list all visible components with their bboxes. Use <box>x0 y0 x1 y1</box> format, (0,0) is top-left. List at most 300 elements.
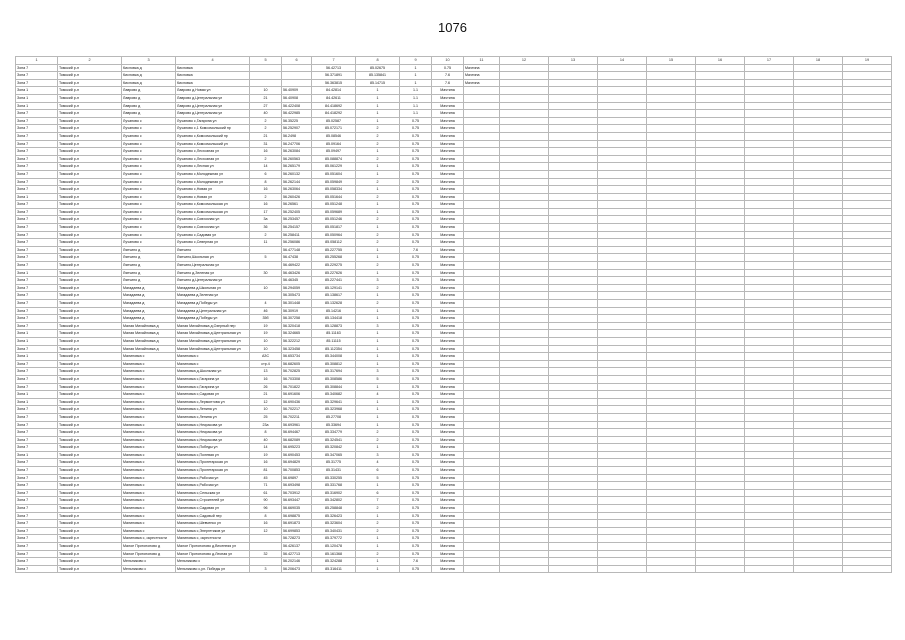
table-cell <box>647 406 696 414</box>
table-cell <box>549 186 598 194</box>
table-cell: 85.320842 <box>312 444 356 452</box>
table-cell: 85.051817 <box>312 224 356 232</box>
table-cell <box>598 322 647 330</box>
table-cell: 16 <box>250 201 282 209</box>
table-cell: 21 <box>250 94 282 102</box>
table-cell <box>464 543 500 551</box>
table-cell: 56.691606 <box>282 391 312 399</box>
table-cell: Лучаново с,Новая ул <box>176 186 250 194</box>
table-cell <box>464 155 500 163</box>
table-cell: Томский р-н <box>58 102 122 110</box>
table-cell <box>745 375 794 383</box>
table-cell: Зона 1 <box>16 451 58 459</box>
table-cell: 1 <box>356 224 400 232</box>
table-cell: Мачтина <box>432 186 464 194</box>
table-cell: 2 <box>356 132 400 140</box>
table-cell <box>745 360 794 368</box>
table-cell: 5 <box>250 254 282 262</box>
table-cell <box>696 87 745 95</box>
table-cell: 14 <box>250 444 282 452</box>
table-cell <box>696 489 745 497</box>
table-cell: 56.307258 <box>282 315 312 323</box>
table-cell: 1 <box>356 413 400 421</box>
table-cell: Малиновка с <box>122 436 176 444</box>
table-cell: 85.258848 <box>312 505 356 513</box>
table-cell <box>745 132 794 140</box>
table-cell <box>794 558 843 566</box>
table-cell: Зона 7 <box>16 201 58 209</box>
table-cell <box>696 315 745 323</box>
table-cell: 61 <box>250 489 282 497</box>
table-cell <box>794 163 843 171</box>
table-cell <box>549 535 598 543</box>
table-cell: Мачтина <box>432 520 464 528</box>
table-cell: Малая Михайловка д,Центральная ул <box>176 345 250 353</box>
table-cell: 1 <box>356 360 400 368</box>
table-cell: 1.1 <box>400 87 432 95</box>
table-cell <box>549 239 598 247</box>
table-cell <box>794 315 843 323</box>
table-cell <box>598 345 647 353</box>
table-cell <box>647 117 696 125</box>
table-row <box>16 110 892 118</box>
table-cell <box>500 178 549 186</box>
table-cell: 85.227626 <box>312 269 356 277</box>
table-cell: 1 <box>356 345 400 353</box>
table-cell <box>794 512 843 520</box>
table-cell <box>500 117 549 125</box>
table-row <box>16 292 892 300</box>
table-cell: Зона 7 <box>16 246 58 254</box>
table-cell <box>549 72 598 80</box>
table-cell: 85.129141 <box>312 284 356 292</box>
table-cell: Малиновка с <box>122 413 176 421</box>
table-cell <box>598 208 647 216</box>
table-cell: Мачтина <box>432 345 464 353</box>
table-cell: 85.051604 <box>312 170 356 178</box>
table-cell: Малая Михайловка д,Центральная ул <box>176 330 250 338</box>
table-cell <box>696 413 745 421</box>
table-cell: Зона 7 <box>16 459 58 467</box>
table-cell: Ляпчино д <box>122 277 176 285</box>
table-cell <box>843 79 892 87</box>
table-cell: 2 <box>356 178 400 186</box>
table-cell: 56.693961 <box>282 421 312 429</box>
table-cell: Томский р-н <box>58 330 122 338</box>
table-cell <box>647 436 696 444</box>
table-cell: 85.14216 <box>312 307 356 315</box>
table-cell: 56.30919 <box>282 307 312 315</box>
table-cell <box>843 353 892 361</box>
table-cell <box>794 474 843 482</box>
table-cell <box>500 436 549 444</box>
table-cell: 2 <box>250 117 282 125</box>
table-cell <box>745 300 794 308</box>
table-cell: 85.379772 <box>312 535 356 543</box>
table-cell <box>647 421 696 429</box>
table-cell <box>794 337 843 345</box>
table-cell: Мачтина <box>432 246 464 254</box>
table-cell <box>464 186 500 194</box>
table-cell: 56.263084 <box>282 148 312 156</box>
table-cell <box>843 550 892 558</box>
table-cell <box>549 94 598 102</box>
table-row <box>16 231 892 239</box>
table-cell: 10 <box>250 87 282 95</box>
table-cell: 0.75 <box>400 353 432 361</box>
table-cell <box>843 201 892 209</box>
table-cell <box>549 550 598 558</box>
table-cell: 85.02587 <box>312 117 356 125</box>
table-cell <box>745 444 794 452</box>
table-cell <box>549 224 598 232</box>
table-cell: 85.058334 <box>312 186 356 194</box>
table-cell <box>647 550 696 558</box>
table-cell: Зона 7 <box>16 110 58 118</box>
table-cell <box>647 277 696 285</box>
table-cell <box>598 117 647 125</box>
table-cell <box>696 406 745 414</box>
table-cell <box>794 224 843 232</box>
table-cell: Мачтина <box>432 482 464 490</box>
table-cell: АЗС <box>250 353 282 361</box>
table-cell <box>598 254 647 262</box>
table-cell <box>549 163 598 171</box>
table-cell: Ляпчино,Центральная ул <box>176 262 250 270</box>
table-cell <box>843 467 892 475</box>
table-cell: Зона 7 <box>16 436 58 444</box>
table-cell: 2 <box>356 284 400 292</box>
table-cell <box>464 550 500 558</box>
table-cell <box>696 178 745 186</box>
table-row <box>16 148 892 156</box>
table-cell: Малая Михайловка д,Центральная ул <box>176 337 250 345</box>
table-cell <box>843 307 892 315</box>
table-cell: Лучаново с <box>122 148 176 156</box>
table-cell <box>549 345 598 353</box>
table-cell <box>500 148 549 156</box>
table-cell: 85.342802 <box>312 497 356 505</box>
table-cell: Лаврово д,Центральная ул <box>176 94 250 102</box>
table-cell <box>745 322 794 330</box>
table-cell <box>794 345 843 353</box>
table-cell <box>696 246 745 254</box>
table-cell <box>794 231 843 239</box>
table-row <box>16 436 892 444</box>
table-cell <box>464 269 500 277</box>
table-row <box>16 201 892 209</box>
table-cell: 85.344008 <box>312 353 356 361</box>
table-cell: Зона 7 <box>16 307 58 315</box>
table-cell: 36 <box>250 224 282 232</box>
table-cell: Малиновка с <box>122 497 176 505</box>
table-cell <box>794 269 843 277</box>
table-cell <box>794 421 843 429</box>
table-cell: Томский р-н <box>58 292 122 300</box>
table-cell: 2 <box>356 436 400 444</box>
table-row <box>16 246 892 254</box>
table-cell: 0.75 <box>400 398 432 406</box>
table-cell <box>549 110 598 118</box>
table-cell <box>549 520 598 528</box>
table-cell <box>794 451 843 459</box>
table-cell: Мачтина <box>432 94 464 102</box>
table-cell: Лучаново с <box>122 140 176 148</box>
table-cell <box>464 300 500 308</box>
table-row <box>16 224 892 232</box>
table-row <box>16 269 892 277</box>
table-cell <box>549 429 598 437</box>
table-cell <box>843 64 892 72</box>
table-cell <box>549 292 598 300</box>
table-cell: 1 <box>356 337 400 345</box>
table-cell <box>598 125 647 133</box>
table-cell <box>464 148 500 156</box>
table-cell <box>464 383 500 391</box>
table-cell: 85.112354 <box>312 345 356 353</box>
table-cell <box>745 110 794 118</box>
table-cell: Зона 7 <box>16 474 58 482</box>
table-cell <box>464 284 500 292</box>
table-cell <box>843 421 892 429</box>
table-row <box>16 163 892 171</box>
table-cell <box>696 535 745 543</box>
table-cell <box>500 474 549 482</box>
table-cell: Мачтина <box>432 436 464 444</box>
table-cell: 0.75 <box>400 231 432 239</box>
table-cell: Зона 7 <box>16 140 58 148</box>
table-row <box>16 322 892 330</box>
table-cell <box>843 565 892 573</box>
page-number: 1076 <box>438 20 467 35</box>
table-cell: Зона 7 <box>16 300 58 308</box>
table-cell: 8 <box>250 178 282 186</box>
table-cell <box>696 216 745 224</box>
table-cell: 2 <box>250 193 282 201</box>
table-cell: 0.75 <box>400 459 432 467</box>
table-cell: Магадаева д,Зеленая ул <box>176 292 250 300</box>
table-cell: Томский р-н <box>58 148 122 156</box>
table-cell: Малая Михайловка д <box>122 337 176 345</box>
table-row <box>16 94 892 102</box>
table-cell: Мачтина <box>432 201 464 209</box>
table-cell: 0.75 <box>400 444 432 452</box>
table-cell <box>794 565 843 573</box>
table-cell <box>549 269 598 277</box>
table-cell: Томский р-н <box>58 87 122 95</box>
table-cell: 3 <box>356 451 400 459</box>
table-cell: Малиновка с <box>122 391 176 399</box>
table-cell: 21 <box>250 391 282 399</box>
table-cell <box>843 277 892 285</box>
table-cell: 1 <box>356 512 400 520</box>
table-row <box>16 444 892 452</box>
table-cell: Томский р-н <box>58 337 122 345</box>
table-cell <box>464 170 500 178</box>
table-cell: Магадаева д <box>122 300 176 308</box>
table-cell: 0.75 <box>400 421 432 429</box>
table-cell <box>549 360 598 368</box>
table-cell: Томский р-н <box>58 489 122 497</box>
table-cell: Мачтина <box>432 413 464 421</box>
table-cell <box>745 292 794 300</box>
table-cell <box>794 87 843 95</box>
table-cell: 5 <box>356 375 400 383</box>
table-cell: Зона 7 <box>16 239 58 247</box>
table-cell: Томский р-н <box>58 558 122 566</box>
table-row <box>16 459 892 467</box>
table-cell: Малиновка с, окрестности <box>122 535 176 543</box>
table-cell <box>500 535 549 543</box>
table-cell <box>464 216 500 224</box>
table-cell <box>464 337 500 345</box>
table-cell <box>500 163 549 171</box>
table-cell <box>549 262 598 270</box>
table-cell: Зона 1 <box>16 87 58 95</box>
table-cell <box>843 383 892 391</box>
table-cell <box>696 375 745 383</box>
table-cell <box>647 216 696 224</box>
table-cell <box>598 231 647 239</box>
column-header: 19 <box>843 57 892 65</box>
table-cell <box>464 94 500 102</box>
table-cell <box>647 208 696 216</box>
table-cell: 56.324665 <box>282 330 312 338</box>
column-header: 17 <box>745 57 794 65</box>
table-cell <box>794 246 843 254</box>
table-cell <box>598 186 647 194</box>
table-cell: 85.308812 <box>312 360 356 368</box>
table-cell <box>843 300 892 308</box>
table-cell: 96 <box>250 505 282 513</box>
table-cell: 10 <box>250 284 282 292</box>
table-cell <box>794 79 843 87</box>
table-cell: Кисловка д <box>122 79 176 87</box>
table-cell: 0.75 <box>400 451 432 459</box>
table-cell: Мачтина <box>432 451 464 459</box>
table-cell <box>598 277 647 285</box>
table-cell: 85.132628 <box>312 300 356 308</box>
table-cell: Магадаева д,Центральная ул <box>176 307 250 315</box>
table-row <box>16 413 892 421</box>
table-cell: 56.477148 <box>282 246 312 254</box>
table-cell <box>843 391 892 399</box>
table-cell <box>696 170 745 178</box>
table-cell: 13 <box>250 368 282 376</box>
table-cell: Томский р-н <box>58 520 122 528</box>
table-cell <box>647 330 696 338</box>
column-header: 18 <box>794 57 843 65</box>
table-cell: 56.426137 <box>282 543 312 551</box>
table-cell: 56.258411 <box>282 231 312 239</box>
table-cell <box>500 155 549 163</box>
table-cell: Лучаново с <box>122 117 176 125</box>
table-cell: Лучаново с <box>122 216 176 224</box>
table-cell <box>598 246 647 254</box>
table-cell: 84.42611 <box>312 94 356 102</box>
table-cell <box>598 262 647 270</box>
table-cell <box>745 262 794 270</box>
table-cell <box>696 391 745 399</box>
table-cell <box>647 360 696 368</box>
table-cell: 56.247706 <box>282 140 312 148</box>
table-cell <box>500 444 549 452</box>
table-cell: 0.75 <box>400 413 432 421</box>
table-cell: Малиновка с <box>122 512 176 520</box>
table-cell <box>745 398 794 406</box>
table-row <box>16 155 892 163</box>
table-cell <box>500 201 549 209</box>
table-cell: Зона 7 <box>16 64 58 72</box>
table-cell: Зона 7 <box>16 512 58 520</box>
table-cell: Лучаново с,Лесхозная ул <box>176 148 250 156</box>
table-cell <box>464 391 500 399</box>
table-cell: Малиновка с,Строителей ул <box>176 497 250 505</box>
table-cell <box>549 102 598 110</box>
table-cell <box>598 307 647 315</box>
table-cell <box>696 459 745 467</box>
table-cell <box>794 292 843 300</box>
table-cell <box>794 132 843 140</box>
table-cell <box>745 391 794 399</box>
table-row <box>16 140 892 148</box>
table-cell: 56.2498 <box>282 132 312 140</box>
table-cell <box>464 239 500 247</box>
table-cell: Малиновка с,Шевченко ул <box>176 520 250 528</box>
table-cell <box>745 429 794 437</box>
table-cell: Томский р-н <box>58 110 122 118</box>
table-cell: Томский р-н <box>58 132 122 140</box>
table-cell <box>647 565 696 573</box>
table-cell <box>794 353 843 361</box>
table-cell <box>549 330 598 338</box>
table-cell <box>500 406 549 414</box>
table-cell <box>647 391 696 399</box>
table-cell: Малиновка с <box>122 368 176 376</box>
table-cell: 0.75 <box>400 467 432 475</box>
table-cell: Зона 1 <box>16 398 58 406</box>
table-cell: Малиновка с <box>122 375 176 383</box>
table-cell <box>647 398 696 406</box>
table-cell <box>464 375 500 383</box>
table-cell <box>647 224 696 232</box>
table-cell: Малиновка с <box>122 482 176 490</box>
table-cell <box>549 489 598 497</box>
table-cell <box>598 375 647 383</box>
table-cell <box>647 178 696 186</box>
table-cell <box>598 391 647 399</box>
table-cell: 56.691873 <box>282 520 312 528</box>
table-row <box>16 565 892 573</box>
table-cell: Зона 1 <box>16 337 58 345</box>
table-cell <box>745 246 794 254</box>
table-cell <box>549 444 598 452</box>
table-cell: Мачтина <box>432 102 464 110</box>
table-cell: 56.40909 <box>282 87 312 95</box>
table-cell <box>598 269 647 277</box>
table-cell: 56.682089 <box>282 436 312 444</box>
table-cell: 1 <box>356 201 400 209</box>
table-cell: 85.316411 <box>312 565 356 573</box>
table-cell <box>696 368 745 376</box>
table-cell: 0.75 <box>400 277 432 285</box>
table-cell: Мачтина <box>432 224 464 232</box>
table-cell: Мачтина <box>432 277 464 285</box>
table-cell <box>549 193 598 201</box>
table-cell <box>464 330 500 338</box>
table-row <box>16 482 892 490</box>
table-cell <box>745 520 794 528</box>
